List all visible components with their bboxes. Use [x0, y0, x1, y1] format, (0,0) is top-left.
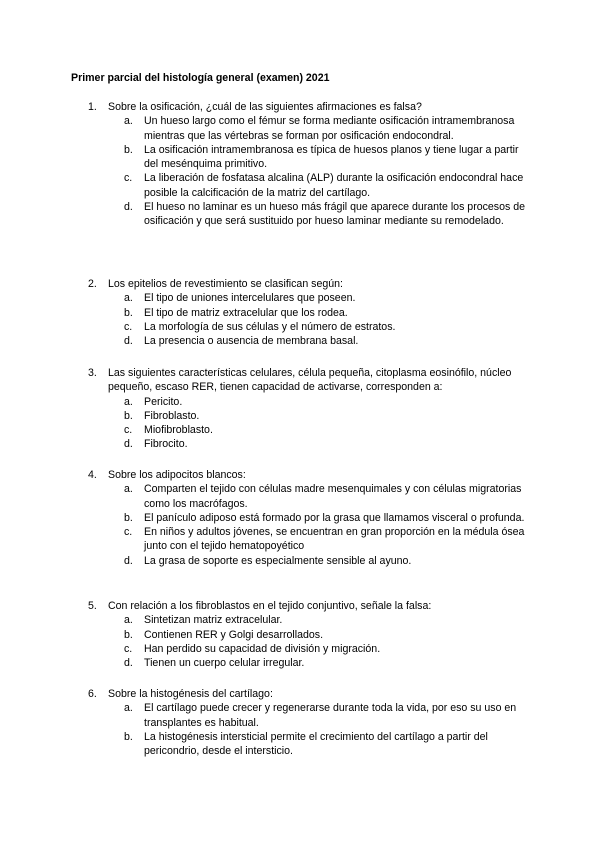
option-d	[124, 554, 528, 568]
question-text: Sobre la osificación, ¿cuál de las siguientes afirmaciones es falsa?	[108, 101, 422, 113]
option-letter: b.	[124, 511, 133, 524]
option-text: El hueso no laminar es un hueso más frágil que aparece durante los procesos de osificación y que será sustituido por hueso laminar mediante su remodelado.	[144, 201, 526, 228]
option-text: El tipo de matriz extracelular que los rodea.	[144, 306, 348, 319]
option-letter: d.	[124, 335, 133, 348]
question-text: Sobre la histogénesis del cartílago:	[108, 688, 273, 700]
option-letter: a.	[124, 292, 133, 305]
option-list	[124, 395, 528, 452]
option-letter: d.	[124, 438, 133, 451]
question-text: Con relación a los fibroblastos en el tejido conjuntivo, señale la falsa:	[108, 600, 432, 612]
option-letter: b.	[124, 730, 133, 743]
option-a	[124, 114, 528, 143]
option-c	[124, 525, 528, 554]
option-text: Fibrocito.	[144, 438, 188, 451]
option-text: La grasa de soporte es especialmente sensible al ayuno.	[144, 554, 412, 567]
option-letter: c.	[124, 526, 133, 539]
question-6	[88, 687, 528, 758]
option-text: Fibroblasto.	[144, 409, 200, 422]
option-letter: c.	[124, 424, 133, 437]
question-5	[88, 599, 528, 670]
option-d	[124, 200, 528, 229]
question-1	[88, 100, 528, 229]
option-letter: a.	[124, 483, 133, 496]
option-text: La morfología de sus células y el número de estratos.	[144, 320, 396, 333]
option-letter: a.	[124, 395, 133, 408]
option-text: La osificación intramembranosa es típica de huesos planos y tiene lugar a partir del mesénquima primitivo.	[144, 143, 519, 171]
option-letter: b.	[124, 306, 133, 319]
option-text: Miofibroblasto.	[144, 424, 213, 437]
option-letter: b.	[124, 628, 133, 641]
option-d	[124, 656, 528, 670]
option-text: Contienen RER y Golgi desarrollados.	[144, 628, 324, 641]
option-b	[124, 511, 528, 525]
option-b	[124, 409, 528, 423]
question-number: 1.	[88, 101, 97, 113]
option-letter: d.	[124, 201, 133, 214]
option-text: El cartílago puede crecer y regenerarse durante toda la vida, por eso su uso en transplantes es habitual.	[144, 702, 517, 729]
option-text: La histogénesis intersticial permite el crecimiento del cartílago a partir del pericondrio, desde el intersticio.	[144, 730, 488, 758]
option-b	[124, 628, 528, 642]
question-text: Los epitelios de revestimiento se clasifican según:	[108, 278, 343, 290]
option-letter: c.	[124, 320, 133, 333]
option-list	[124, 291, 528, 348]
option-b	[124, 306, 528, 320]
option-text: La liberación de fosfatasa alcalina (ALP) durante la osificación endocondral hace posible la calcificación de la matriz del cartílago.	[144, 172, 524, 199]
option-letter: c.	[124, 172, 133, 185]
option-text: Comparten el tejido con células madre mesenquimales y con células migratorias como los macrófagos.	[144, 483, 522, 510]
question-number: 3.	[88, 367, 97, 379]
question-number: 2.	[88, 278, 97, 290]
option-letter: a.	[124, 702, 133, 715]
option-list	[124, 613, 528, 670]
option-text: En niños y adultos jóvenes, se encuentran en gran proporción en la médula ósea junto con el tejido hematopoyético	[144, 526, 525, 553]
option-letter: b.	[124, 409, 133, 422]
question-number: 6.	[88, 688, 97, 700]
option-a	[124, 291, 528, 305]
option-d	[124, 334, 528, 348]
option-text: Pericito.	[144, 395, 183, 408]
option-list	[124, 701, 528, 758]
option-a	[124, 395, 528, 409]
option-b	[124, 730, 528, 759]
exam-title: Primer parcial del histología general (examen) 2021	[71, 72, 330, 84]
question-number: 4.	[88, 469, 97, 481]
option-text: La presencia o ausencia de membrana basal.	[144, 335, 359, 348]
option-text: Un hueso largo como el fémur se forma mediante osificación intramembranosa mientras que las vértebras se forman por osificación endocondral.	[144, 115, 515, 142]
option-c	[124, 642, 528, 656]
option-text: Han perdido su capacidad de división y migración.	[144, 642, 381, 655]
option-a	[124, 613, 528, 627]
option-c	[124, 423, 528, 437]
option-text: Tienen un cuerpo celular irregular.	[144, 657, 305, 670]
option-letter: a.	[124, 614, 133, 627]
option-letter: a.	[124, 115, 133, 128]
option-list	[124, 482, 528, 568]
option-c	[124, 171, 528, 200]
question-3	[88, 366, 528, 452]
option-letter: c.	[124, 642, 133, 655]
option-letter: b.	[124, 143, 133, 156]
option-text: El tipo de uniones intercelulares que poseen.	[144, 292, 356, 305]
option-letter: d.	[124, 554, 133, 567]
option-text: Sintetizan matriz extracelular.	[144, 614, 283, 627]
question-number: 5.	[88, 600, 97, 612]
option-text: El panículo adiposo está formado por la grasa que llamamos visceral o profunda.	[144, 511, 525, 524]
option-letter: d.	[124, 657, 133, 670]
option-a	[124, 482, 528, 511]
option-c	[124, 320, 528, 334]
option-d	[124, 437, 528, 451]
question-2	[88, 277, 528, 348]
option-b	[124, 143, 528, 172]
question-text: Sobre los adipocitos blancos:	[108, 469, 246, 481]
question-text: Las siguientes características celulares, célula pequeña, citoplasma eosinófilo, núcleo pequeño, escaso RER, tienen capacidad de activarse, corresponden a:	[108, 367, 512, 394]
question-4	[88, 468, 528, 568]
option-a	[124, 701, 528, 730]
option-list	[124, 114, 528, 228]
